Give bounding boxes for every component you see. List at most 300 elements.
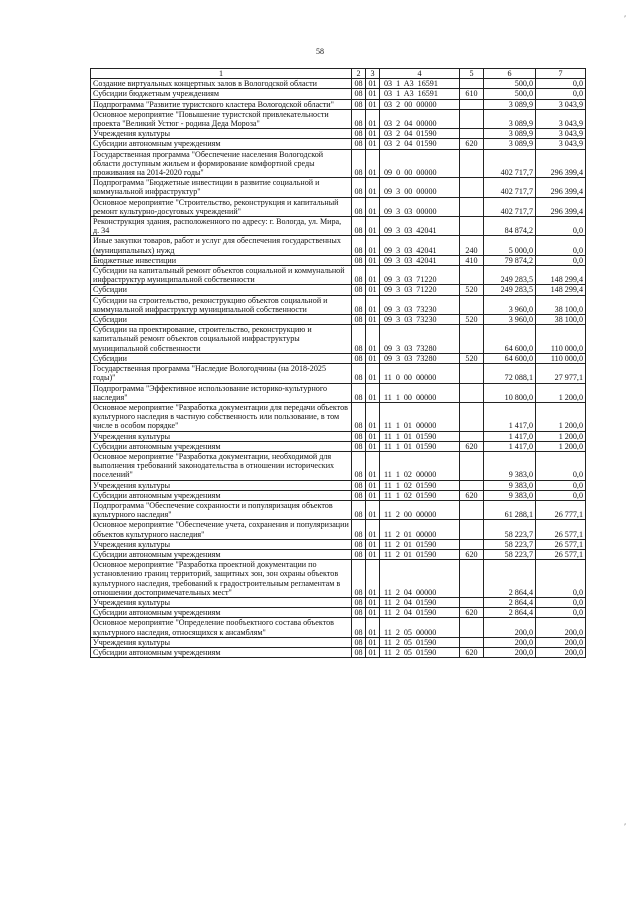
row-section: 08 — [352, 139, 366, 149]
table-row — [91, 520, 586, 539]
row-amount-col6: 58 223,7 — [484, 539, 536, 549]
row-name: Субсидии бюджетным учреждениям — [91, 89, 352, 99]
row-subsection: 01 — [366, 597, 380, 607]
row-target-article: 11 2 04 01590 — [380, 608, 460, 618]
header-col-5: 5 — [460, 69, 484, 79]
row-amount-col7: 38 100,0 — [536, 295, 586, 314]
row-target-article: 09 3 03 73230 — [380, 295, 460, 314]
table-header-row — [91, 69, 586, 79]
row-amount-col7: 148 299,4 — [536, 266, 586, 285]
row-expense-type — [460, 500, 484, 519]
row-amount-col7: 200,0 — [536, 637, 586, 647]
row-name: Основное мероприятие "Повышение туристской привлекательности проекта "Великий Устюг - родина Деда Мороза" — [91, 109, 352, 128]
row-subsection: 01 — [366, 178, 380, 197]
row-section: 08 — [352, 178, 366, 197]
row-section: 08 — [352, 285, 366, 295]
row-target-article: 11 2 01 01590 — [380, 549, 460, 559]
row-name: Иные закупки товаров, работ и услуг для обеспечения государственных (муниципальных) нужд — [91, 236, 352, 255]
row-name: Государственная программа "Обеспечение населения Вологодской области доступным жильем и формирование комфортной среды проживания на 2014-2020 годы" — [91, 149, 352, 178]
row-subsection: 01 — [366, 79, 380, 89]
row-amount-col6: 249 283,5 — [484, 266, 536, 285]
table-row — [91, 539, 586, 549]
row-amount-col7: 0,0 — [536, 597, 586, 607]
row-amount-col6: 2 864,4 — [484, 560, 536, 598]
row-amount-col6: 249 283,5 — [484, 285, 536, 295]
row-amount-col7: 1 200,0 — [536, 402, 586, 431]
row-amount-col6: 58 223,7 — [484, 549, 536, 559]
row-expense-type — [460, 539, 484, 549]
row-amount-col6: 500,0 — [484, 89, 536, 99]
row-target-article: 11 1 02 01590 — [380, 490, 460, 500]
row-amount-col6: 500,0 — [484, 79, 536, 89]
table-row — [91, 99, 586, 109]
row-section: 08 — [352, 236, 366, 255]
row-name: Субсидии автономным учреждениям — [91, 647, 352, 657]
table-row — [91, 217, 586, 236]
table-row — [91, 255, 586, 265]
row-amount-col6: 3 089,9 — [484, 99, 536, 109]
row-expense-type — [460, 178, 484, 197]
row-amount-col7: 26 577,1 — [536, 549, 586, 559]
row-amount-col7: 3 043,9 — [536, 129, 586, 139]
row-name: Учреждения культуры — [91, 539, 352, 549]
header-col-4: 4 — [380, 69, 460, 79]
row-amount-col6: 3 089,9 — [484, 139, 536, 149]
row-target-article: 09 3 03 42041 — [380, 255, 460, 265]
row-expense-type — [460, 197, 484, 216]
table-row — [91, 236, 586, 255]
row-amount-col6: 402 717,7 — [484, 197, 536, 216]
row-subsection: 01 — [366, 647, 380, 657]
row-name: Субсидии — [91, 285, 352, 295]
row-amount-col6: 3 089,9 — [484, 109, 536, 128]
row-name: Бюджетные инвестиции — [91, 255, 352, 265]
row-name: Субсидии автономным учреждениям — [91, 549, 352, 559]
row-amount-col7: 0,0 — [536, 480, 586, 490]
row-amount-col7: 200,0 — [536, 618, 586, 637]
row-amount-col6: 84 874,2 — [484, 217, 536, 236]
row-subsection: 01 — [366, 295, 380, 314]
row-expense-type — [460, 129, 484, 139]
row-amount-col6: 9 383,0 — [484, 480, 536, 490]
row-section: 08 — [352, 364, 366, 383]
table-row — [91, 149, 586, 178]
row-name: Подпрограмма "Развитие туристского кластера Вологодской области" — [91, 99, 352, 109]
row-subsection: 01 — [366, 139, 380, 149]
row-section: 08 — [352, 353, 366, 363]
row-target-article: 09 3 03 71220 — [380, 285, 460, 295]
row-subsection: 01 — [366, 608, 380, 618]
row-expense-type — [460, 597, 484, 607]
row-section: 08 — [352, 441, 366, 451]
row-expense-type — [460, 560, 484, 598]
row-subsection: 01 — [366, 560, 380, 598]
row-name: Субсидии на строительство, реконструкцию объектов социальной и коммунальной инфраструктур муниципальной собственности — [91, 295, 352, 314]
table-row — [91, 500, 586, 519]
row-expense-type — [460, 325, 484, 354]
header-col-2: 2 — [352, 69, 366, 79]
row-amount-col7: 200,0 — [536, 647, 586, 657]
row-subsection: 01 — [366, 325, 380, 354]
row-expense-type: 610 — [460, 89, 484, 99]
row-amount-col7: 296 399,4 — [536, 197, 586, 216]
row-section: 08 — [352, 451, 366, 480]
row-section: 08 — [352, 520, 366, 539]
row-target-article: 09 3 03 42041 — [380, 217, 460, 236]
row-name: Учреждения культуры — [91, 431, 352, 441]
row-amount-col7: 0,0 — [536, 89, 586, 99]
row-section: 08 — [352, 480, 366, 490]
table-row — [91, 647, 586, 657]
table-row — [91, 353, 586, 363]
row-section: 08 — [352, 315, 366, 325]
row-amount-col7: 0,0 — [536, 490, 586, 500]
row-amount-col6: 2 864,4 — [484, 597, 536, 607]
row-expense-type — [460, 217, 484, 236]
row-name: Учреждения культуры — [91, 597, 352, 607]
row-amount-col7: 0,0 — [536, 255, 586, 265]
table-row — [91, 325, 586, 354]
row-target-article: 11 2 05 01590 — [380, 637, 460, 647]
row-amount-col7: 0,0 — [536, 217, 586, 236]
row-subsection: 01 — [366, 255, 380, 265]
row-name: Субсидии на проектирование, строительство, реконструкцию и капитальный ремонт объектов социальной инфраструктуры муниципальной собственности — [91, 325, 352, 354]
row-target-article: 09 3 03 73280 — [380, 325, 460, 354]
row-expense-type: 620 — [460, 139, 484, 149]
row-amount-col6: 72 088,1 — [484, 364, 536, 383]
row-target-article: 09 3 03 73230 — [380, 315, 460, 325]
row-amount-col6: 9 383,0 — [484, 451, 536, 480]
table-row — [91, 178, 586, 197]
table-row — [91, 139, 586, 149]
row-name: Субсидии автономным учреждениям — [91, 490, 352, 500]
page-number: 58 — [316, 47, 324, 56]
row-subsection: 01 — [366, 149, 380, 178]
row-expense-type: 240 — [460, 236, 484, 255]
row-subsection: 01 — [366, 129, 380, 139]
row-amount-col6: 200,0 — [484, 647, 536, 657]
table-row — [91, 129, 586, 139]
table-body — [91, 79, 586, 658]
row-amount-col6: 79 874,2 — [484, 255, 536, 265]
table-row — [91, 383, 586, 402]
row-target-article: 09 0 00 00000 — [380, 149, 460, 178]
row-amount-col7: 0,0 — [536, 560, 586, 598]
row-amount-col6: 64 600,0 — [484, 353, 536, 363]
row-amount-col6: 58 223,7 — [484, 520, 536, 539]
row-subsection: 01 — [366, 353, 380, 363]
row-expense-type: 620 — [460, 608, 484, 618]
row-subsection: 01 — [366, 266, 380, 285]
row-subsection: 01 — [366, 99, 380, 109]
row-name: Субсидии автономным учреждениям — [91, 608, 352, 618]
row-amount-col7: 26 577,1 — [536, 520, 586, 539]
row-subsection: 01 — [366, 217, 380, 236]
row-section: 08 — [352, 597, 366, 607]
row-amount-col7: 0,0 — [536, 79, 586, 89]
row-amount-col7: 296 399,4 — [536, 149, 586, 178]
row-name: Субсидии — [91, 315, 352, 325]
row-section: 08 — [352, 149, 366, 178]
scan-mark-top: ′ — [624, 14, 626, 23]
row-amount-col7: 26 577,1 — [536, 539, 586, 549]
row-section: 08 — [352, 89, 366, 99]
row-section: 08 — [352, 402, 366, 431]
table-row — [91, 266, 586, 285]
row-expense-type — [460, 266, 484, 285]
row-amount-col6: 64 600,0 — [484, 325, 536, 354]
row-target-article: 11 2 05 00000 — [380, 618, 460, 637]
row-subsection: 01 — [366, 549, 380, 559]
row-target-article: 03 2 04 01590 — [380, 139, 460, 149]
row-target-article: 03 2 00 00000 — [380, 99, 460, 109]
row-name: Основное мероприятие "Разработка документации для передачи объектов культурного наследия в частную собственность или пользование, в том числе в особом порядке" — [91, 402, 352, 431]
row-section: 08 — [352, 431, 366, 441]
row-expense-type — [460, 99, 484, 109]
row-section: 08 — [352, 549, 366, 559]
row-name: Основное мероприятие "Разработка проектной документации по установлению границ территорий, защитных зон, зон охраны объектов культурного наследия, требований к градостроительным регламентам в отношении достопримечательных мест" — [91, 560, 352, 598]
row-section: 08 — [352, 618, 366, 637]
header-col-3: 3 — [366, 69, 380, 79]
row-subsection: 01 — [366, 490, 380, 500]
row-name: Создание виртуальных концертных залов в Вологодской области — [91, 79, 352, 89]
row-expense-type — [460, 383, 484, 402]
row-section: 08 — [352, 325, 366, 354]
row-amount-col7: 0,0 — [536, 608, 586, 618]
row-subsection: 01 — [366, 500, 380, 519]
row-target-article: 03 1 A3 16591 — [380, 89, 460, 99]
row-subsection: 01 — [366, 539, 380, 549]
row-section: 08 — [352, 255, 366, 265]
table-row — [91, 608, 586, 618]
row-expense-type — [460, 637, 484, 647]
row-amount-col6: 1 417,0 — [484, 441, 536, 451]
row-expense-type — [460, 480, 484, 490]
row-subsection: 01 — [366, 402, 380, 431]
row-section: 08 — [352, 79, 366, 89]
row-subsection: 01 — [366, 383, 380, 402]
row-amount-col7: 0,0 — [536, 236, 586, 255]
row-amount-col7: 26 777,1 — [536, 500, 586, 519]
row-subsection: 01 — [366, 89, 380, 99]
table-row — [91, 451, 586, 480]
row-name: Реконструкция здания, расположенного по адресу: г. Вологда, ул. Мира, д. 34 — [91, 217, 352, 236]
row-name: Учреждения культуры — [91, 637, 352, 647]
table-row — [91, 490, 586, 500]
row-expense-type — [460, 431, 484, 441]
row-target-article: 03 2 04 01590 — [380, 129, 460, 139]
row-amount-col7: 27 977,1 — [536, 364, 586, 383]
row-amount-col6: 402 717,7 — [484, 149, 536, 178]
row-section: 08 — [352, 266, 366, 285]
row-amount-col6: 10 800,0 — [484, 383, 536, 402]
row-target-article: 03 1 A3 16591 — [380, 79, 460, 89]
header-col-6: 6 — [484, 69, 536, 79]
row-target-article: 11 1 02 00000 — [380, 451, 460, 480]
row-section: 08 — [352, 295, 366, 314]
row-amount-col6: 1 417,0 — [484, 402, 536, 431]
row-amount-col7: 1 200,0 — [536, 441, 586, 451]
row-amount-col6: 1 417,0 — [484, 431, 536, 441]
row-amount-col6: 3 960,0 — [484, 295, 536, 314]
row-expense-type: 620 — [460, 490, 484, 500]
row-section: 08 — [352, 490, 366, 500]
row-target-article: 09 3 00 00000 — [380, 178, 460, 197]
row-amount-col6: 200,0 — [484, 618, 536, 637]
table-row — [91, 618, 586, 637]
row-target-article: 11 1 01 01590 — [380, 441, 460, 451]
row-name: Субсидии на капитальный ремонт объектов социальной и коммунальной инфраструктур муниципальной собственности — [91, 266, 352, 285]
row-amount-col6: 9 383,0 — [484, 490, 536, 500]
row-amount-col7: 3 043,9 — [536, 99, 586, 109]
scan-mark-bottom: ′ — [624, 822, 626, 831]
table-row — [91, 637, 586, 647]
row-amount-col7: 3 043,9 — [536, 109, 586, 128]
row-name: Основное мероприятие "Разработка документации, необходимой для выполнения требований законодательства в отношении исторических поселений" — [91, 451, 352, 480]
row-subsection: 01 — [366, 315, 380, 325]
row-amount-col7: 3 043,9 — [536, 139, 586, 149]
row-amount-col6: 61 288,1 — [484, 500, 536, 519]
row-name: Подпрограмма "Бюджетные инвестиции в развитие социальной и коммунальной инфраструктур" — [91, 178, 352, 197]
row-subsection: 01 — [366, 441, 380, 451]
row-target-article: 09 3 03 71220 — [380, 266, 460, 285]
row-subsection: 01 — [366, 520, 380, 539]
row-expense-type — [460, 618, 484, 637]
table-row — [91, 89, 586, 99]
row-amount-col7: 110 000,0 — [536, 353, 586, 363]
row-target-article: 11 1 01 00000 — [380, 402, 460, 431]
row-subsection: 01 — [366, 480, 380, 490]
row-subsection: 01 — [366, 197, 380, 216]
row-expense-type — [460, 149, 484, 178]
row-target-article: 09 3 03 73280 — [380, 353, 460, 363]
row-expense-type: 520 — [460, 315, 484, 325]
row-expense-type — [460, 402, 484, 431]
row-subsection: 01 — [366, 285, 380, 295]
row-section: 08 — [352, 539, 366, 549]
row-target-article: 09 3 03 00000 — [380, 197, 460, 216]
table-row — [91, 597, 586, 607]
row-expense-type — [460, 109, 484, 128]
row-target-article: 11 1 02 01590 — [380, 480, 460, 490]
header-col-1: 1 — [91, 69, 352, 79]
row-name: Подпрограмма "Эффективное использование историко-культурного наследия" — [91, 383, 352, 402]
table-row — [91, 295, 586, 314]
table-row — [91, 79, 586, 89]
table-row — [91, 549, 586, 559]
row-expense-type: 620 — [460, 441, 484, 451]
row-expense-type: 520 — [460, 353, 484, 363]
row-section: 08 — [352, 637, 366, 647]
row-subsection: 01 — [366, 431, 380, 441]
row-amount-col6: 402 717,7 — [484, 178, 536, 197]
row-target-article: 09 3 03 42041 — [380, 236, 460, 255]
row-target-article: 11 2 05 01590 — [380, 647, 460, 657]
row-expense-type: 410 — [460, 255, 484, 265]
row-target-article: 11 2 00 00000 — [380, 500, 460, 519]
row-amount-col7: 1 200,0 — [536, 431, 586, 441]
row-subsection: 01 — [366, 109, 380, 128]
row-name: Государственная программа "Наследие Вологодчины (на 2018-2025 годы)" — [91, 364, 352, 383]
row-amount-col7: 110 000,0 — [536, 325, 586, 354]
row-section: 08 — [352, 383, 366, 402]
row-section: 08 — [352, 500, 366, 519]
table-row — [91, 197, 586, 216]
row-expense-type — [460, 520, 484, 539]
row-section: 08 — [352, 217, 366, 236]
row-name: Субсидии автономным учреждениям — [91, 441, 352, 451]
table-row — [91, 431, 586, 441]
table-row — [91, 364, 586, 383]
row-amount-col6: 200,0 — [484, 637, 536, 647]
row-expense-type — [460, 295, 484, 314]
row-expense-type — [460, 364, 484, 383]
row-name: Учреждения культуры — [91, 129, 352, 139]
row-amount-col7: 1 200,0 — [536, 383, 586, 402]
row-expense-type: 620 — [460, 549, 484, 559]
row-amount-col7: 296 399,4 — [536, 178, 586, 197]
row-amount-col7: 0,0 — [536, 451, 586, 480]
table-row — [91, 441, 586, 451]
header-col-7: 7 — [536, 69, 586, 79]
row-subsection: 01 — [366, 637, 380, 647]
row-section: 08 — [352, 608, 366, 618]
row-target-article: 03 2 04 00000 — [380, 109, 460, 128]
row-amount-col6: 3 089,9 — [484, 129, 536, 139]
row-target-article: 11 2 01 01590 — [380, 539, 460, 549]
row-section: 08 — [352, 197, 366, 216]
row-name: Основное мероприятие "Строительство, реконструкция и капитальный ремонт культурно-досуговых учреждений" — [91, 197, 352, 216]
row-target-article: 11 2 04 00000 — [380, 560, 460, 598]
row-amount-col6: 2 864,4 — [484, 608, 536, 618]
row-expense-type: 620 — [460, 647, 484, 657]
row-section: 08 — [352, 560, 366, 598]
row-section: 08 — [352, 99, 366, 109]
row-target-article: 11 2 01 00000 — [380, 520, 460, 539]
table-row — [91, 109, 586, 128]
table-row — [91, 480, 586, 490]
row-target-article: 11 0 00 00000 — [380, 364, 460, 383]
row-amount-col6: 3 960,0 — [484, 315, 536, 325]
row-name: Субсидии автономным учреждениям — [91, 139, 352, 149]
row-name: Учреждения культуры — [91, 480, 352, 490]
row-section: 08 — [352, 647, 366, 657]
row-name: Основное мероприятие "Обеспечение учета, сохранения и популяризации объектов культурного наследия" — [91, 520, 352, 539]
row-name: Основное мероприятие "Определение пообъектного состава объектов культурного наследия, относящихся к ансамблям" — [91, 618, 352, 637]
row-subsection: 01 — [366, 236, 380, 255]
row-amount-col7: 148 299,4 — [536, 285, 586, 295]
row-name: Субсидии — [91, 353, 352, 363]
row-section: 08 — [352, 109, 366, 128]
row-subsection: 01 — [366, 364, 380, 383]
row-section: 08 — [352, 129, 366, 139]
row-name: Подпрограмма "Обеспечение сохранности и популяризация объектов культурного наследия" — [91, 500, 352, 519]
table-row — [91, 315, 586, 325]
row-subsection: 01 — [366, 451, 380, 480]
row-amount-col6: 5 000,0 — [484, 236, 536, 255]
row-target-article: 11 2 04 01590 — [380, 597, 460, 607]
row-subsection: 01 — [366, 618, 380, 637]
row-target-article: 11 1 01 01590 — [380, 431, 460, 441]
row-expense-type — [460, 79, 484, 89]
table-row — [91, 402, 586, 431]
row-expense-type — [460, 451, 484, 480]
row-expense-type: 520 — [460, 285, 484, 295]
table-row — [91, 285, 586, 295]
table-row — [91, 560, 586, 598]
row-target-article: 11 1 00 00000 — [380, 383, 460, 402]
budget-table — [90, 68, 586, 658]
